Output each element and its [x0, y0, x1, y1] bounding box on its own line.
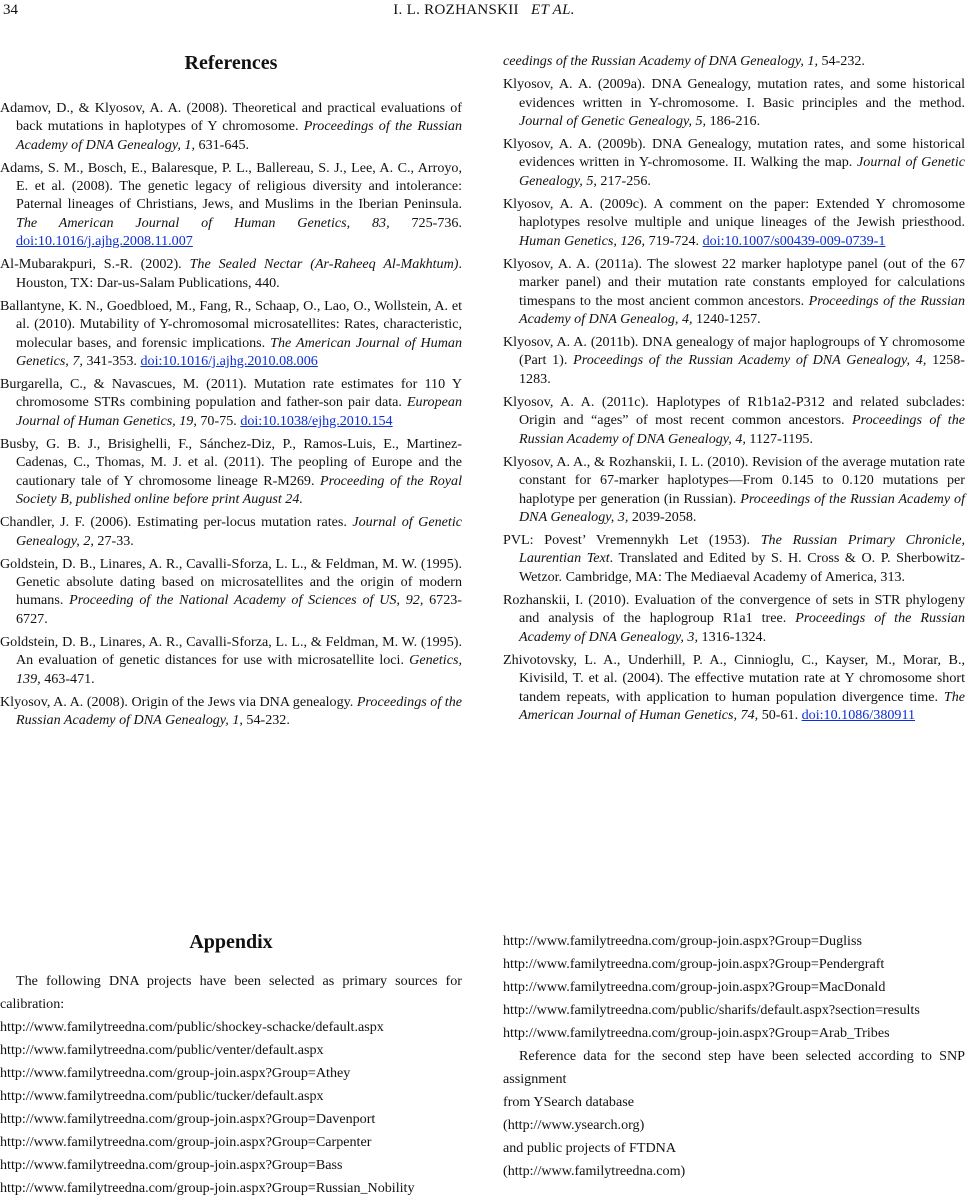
references-left-column [0, 52, 462, 735]
project-url[interactable]: http://www.familytreedna.com/group-join.aspx?Group=MacDonald [503, 979, 886, 995]
project-url[interactable]: http://www.familytreedna.com/group-join.aspx?Group=Arab_Tribes [503, 1025, 890, 1041]
reference-continuation-tail: 54-232. [817, 53, 865, 69]
appendix-intro: The following DNA projects have been selected as primary sources for calibration: [0, 973, 462, 1012]
project-url[interactable]: http://www.familytreedna.com/group-join.aspx?Group=Bass [0, 1157, 343, 1173]
reference-text: Ballantyne, K. N., Goedbloed, M., Fang, R., Schaap, O., Lao, O., Wollstein, A. et al. (2010). Mutability of Y-chromosomal microsatellites: Rates, characteristic, molecular bases, and forensic implications. [0, 297, 462, 351]
reference-pages: 631-645. [195, 136, 250, 153]
reference-entry [503, 135, 965, 190]
reference-pages: 6723- 6727. [16, 592, 463, 627]
reference-text: Klyosov, A. A. (2009a). DNA Genealogy, mutation rates, and some historical evidences written in Y-chromosome. I. Basic principles and the method. [503, 76, 965, 111]
reference-text: Klyosov, A. A. (2011a). The slowest 22 marker haplotype panel (out of the 67 marker panel) and their mutation rate constants employed for calculations timespans to the most ancient common ancestors. [503, 255, 965, 309]
reference-pages: 54-232. [242, 712, 290, 729]
appendix-heading: Appendix [189, 931, 273, 953]
reference-entry [503, 255, 965, 328]
project-url[interactable]: http://www.familytreedna.com/group-join.aspx?Group=Davenport [0, 1111, 376, 1127]
reference-source: Journal of Genetic Genealogy, 5, [519, 112, 707, 129]
reference-pages: 2039-2058. [628, 508, 697, 525]
reference-text: Rozhanskii, I. (2010). Evaluation of the convergence of sets in STR phylogeny and analysis of the haplogroup R1a1 tree. [503, 592, 965, 627]
doi-link[interactable]: doi:10.1086/380911 [801, 706, 916, 723]
reference-source: Proceedings of the Russian Academy of DNA Genealogy, 4, [519, 412, 966, 447]
reference-entry [0, 375, 462, 430]
reference-pages: . Houston, TX: Dar-us-Salam Publications, 440. [16, 256, 462, 291]
project-url[interactable]: http://www.familytreedna.com/group-join.aspx?Group=Dugliss [503, 933, 862, 949]
running-head-authors: I. L. ROZHANSKII [393, 2, 519, 18]
reference-entry [503, 333, 965, 388]
doi-link[interactable]: doi:10.1016/j.ajhg.2010.08.006 [140, 352, 318, 369]
reference-pages: 1240-1257. [692, 310, 761, 327]
reference-entry [503, 195, 965, 250]
reference-source: Proceedings of the Russian Academy of DNA Genealogy, 4, [573, 352, 927, 369]
project-url[interactable]: http://www.familytreedna.com/public/venter/default.aspx [0, 1042, 324, 1058]
appendix-closing-3: (http://www.ysearch.org) [503, 1117, 645, 1133]
appendix-closing-1: Reference data for the second step have been selected according to SNP assignment [503, 1048, 965, 1087]
reference-entry [0, 513, 462, 550]
project-url[interactable]: http://www.familytreedna.com/group-join.aspx?Group=Pendergraft [503, 956, 885, 972]
reference-entry [503, 531, 965, 586]
reference-text: Adamov, D., & Klyosov, A. A. (2008). Theoretical and practical evaluations of back mutations in haplotypes of Y chromosome. [0, 100, 462, 135]
reference-entry [0, 693, 462, 730]
reference-source: Proceedings of the Russian Academy of DNA Genealogy, 3, [519, 610, 966, 645]
reference-source: Genetics, 139, [16, 652, 462, 687]
reference-pages: 186-216. [706, 112, 761, 129]
reference-text: Al-Mubarakpuri, S.-R. (2002). [0, 256, 190, 273]
reference-pages: 725-736. [389, 214, 462, 231]
project-url[interactable]: http://www.familytreedna.com/public/sharifs/default.aspx?section=results [503, 1002, 920, 1018]
reference-source: Journal of Genetic Genealogy, 5, [519, 154, 965, 189]
reference-text: Klyosov, A. A. (2011b). DNA genealogy of major haplogroups of Y chromosome (Part 1). [503, 334, 965, 369]
appendix-url-list-left [0, 1016, 462, 1200]
reference-source: The Sealed Nectar (Ar-Raheeq Al-Makhtum) [189, 256, 459, 273]
project-url[interactable]: http://www.familytreedna.com/public/tucker/default.aspx [0, 1088, 324, 1104]
reference-text: Adams, S. M., Bosch, E., Balaresque, P. L., Ballereau, S. J., Lee, A. C., Arroyo, E. et al. (2008). The genetic legacy of religious diversity and intolerance: Paternal lineages of Christians, Jews, and Muslims in the Iberian Peninsula. [0, 159, 462, 213]
appendix-left-column [0, 931, 462, 1200]
reference-text: PVL: Povest’ Vremennykh Let (1953). [503, 532, 761, 549]
reference-entry [0, 159, 462, 250]
reference-pages: . Translated and Edited by S. H. Cross & O. P. Sherbowitz-Wetzor. Cambridge, MA: The Mediaeval Academy of America, 313. [519, 550, 965, 585]
reference-entry [0, 99, 462, 154]
project-url[interactable]: http://www.familytreedna.com/group-join.aspx?Group=Athey [0, 1065, 351, 1081]
reference-entry [0, 255, 462, 292]
reference-text: Klyosov, A. A., & Rozhanskii, I. L. (2010). Revision of the average mutation rate constant for 67-marker haplotypes—From 0.145 to 0.120 mutations per haplotype per generation (in Russian). [503, 453, 965, 507]
reference-source: Proceedings of the Russian Academy of DNA Genealog, 4, [519, 292, 965, 327]
page-number: 34 [3, 2, 18, 18]
reference-pages: 50-61. [758, 706, 802, 723]
reference-source: European Journal of Human Genetics, 19, [16, 394, 462, 429]
reference-text: Klyosov, A. A. (2009c). A comment on the paper: Extended Y chromosome haplotypes resolve multiple and unique lineages of the Jewish priesthood. [503, 196, 965, 231]
reference-continuation [503, 52, 965, 70]
reference-pages: 719-724. [645, 232, 703, 249]
reference-text: Klyosov, A. A. (2011c). Haplotypes of R1b1a2-P312 and related subclades: Origin and “ages” of most recent common ancestors. [503, 394, 965, 429]
reference-text: Goldstein, D. B., Linares, A. R., Cavalli-Sforza, L. L., & Feldman, M. W. (1995). Genetic absolute dating based on microsatellites and the origin of modern humans. [0, 555, 462, 609]
reference-source: Proceeding of the Royal Society B, published online before print August 24. [16, 472, 462, 507]
doi-link[interactable]: doi:10.1007/s00439-009-0739-1 [702, 232, 886, 249]
reference-source: Proceeding of the National Academy of Sciences of US, 92, [69, 592, 424, 609]
appendix-closing-5: (http://www.familytreedna.com) [503, 1163, 686, 1179]
reference-entry [503, 393, 965, 448]
reference-text: Goldstein, D. B., Linares, A. R., Cavalli-Sforza, L. L., & Feldman, M. W. (1995). An evaluation of genetic distances for use with microsatellite loci. [0, 634, 462, 669]
reference-source: The Russian Primary Chronicle, Laurentian Text [519, 532, 965, 567]
reference-pages: 1258-1283. [519, 352, 965, 387]
reference-entry [503, 651, 965, 724]
reference-pages: 217-256. [596, 172, 651, 189]
reference-pages: 1316-1324. [698, 628, 767, 645]
reference-entry [0, 435, 462, 508]
reference-source: Journal of Genetic Genealogy, 2, [16, 514, 462, 549]
doi-link[interactable]: doi:10.1038/ejhg.2010.154 [240, 412, 393, 429]
reference-text: Chandler, J. F. (2006). Estimating per-locus mutation rates. [0, 514, 353, 531]
reference-entry [503, 453, 965, 526]
reference-pages: 70-75. [196, 412, 241, 429]
appendix-closing-4: and public projects of FTDNA [503, 1140, 677, 1156]
running-head-etal: ET AL. [531, 2, 575, 18]
project-url[interactable]: http://www.familytreedna.com/public/shockey-schacke/default.aspx [0, 1019, 384, 1035]
reference-source: Proceedings of the Russian Academy of DNA Genealogy, 3, [519, 490, 965, 525]
appendix-closing-2: from YSearch database [503, 1094, 634, 1110]
project-url[interactable]: http://www.familytreedna.com/group-join.aspx?Group=Carpenter [0, 1134, 372, 1150]
reference-source: Human Genetics, 126, [519, 232, 646, 249]
reference-pages: 463-471. [40, 670, 95, 687]
reference-source: The American Journal of Human Genetics, 83, [16, 214, 390, 231]
references-heading: References [184, 52, 278, 74]
reference-text: Klyosov, A. A. (2008). Origin of the Jews via DNA genealogy. [0, 693, 357, 710]
reference-source: The American Journal of Human Genetics, 74, [519, 688, 965, 723]
reference-source: Proceedings of the Russian Academy of DNA Genealogy, 1, [16, 693, 462, 729]
reference-entry [0, 555, 462, 628]
page-header [0, 0, 968, 24]
reference-text: Klyosov, A. A. (2009b). DNA Genealogy, mutation rates, and some historical evidences written in Y-chromosome. II. Walking the map. [503, 136, 965, 171]
reference-entry [503, 591, 965, 646]
reference-entry [503, 75, 965, 130]
appendix-right-column [503, 930, 965, 1183]
reference-pages: 341-353. [82, 352, 141, 369]
appendix-url-list-right [503, 930, 965, 1045]
references-list-right [503, 75, 965, 724]
project-url[interactable]: http://www.familytreedna.com/group-join.aspx?Group=Russian_Nobility [0, 1180, 415, 1196]
doi-link[interactable]: doi:10.1016/j.ajhg.2008.11.007 [16, 233, 193, 250]
reference-entry [0, 297, 462, 370]
references-list-left [0, 99, 462, 730]
reference-text: Burgarella, C., & Navascues, M. (2011). Mutation rate estimates for 110 Y chromosome STRs combining population and father-son pair data. [0, 376, 462, 411]
references-right-column [503, 52, 965, 729]
reference-source: The American Journal of Human Genetics, 7, [16, 334, 462, 369]
reference-pages: 27-33. [93, 532, 134, 549]
reference-text: Busby, G. B. J., Brisighelli, F., Sánchez-Diz, P., Ramos-Luis, E., Martinez-Cadenas, C., Thomas, M. J. et al. (2011). The peopling of Europe and the cautionary tale of Y chromosome lineage R-M269. [0, 436, 462, 489]
reference-pages: 1127-1195. [745, 430, 813, 447]
reference-continuation-italic: ceedings of the Russian Academy of DNA Genealogy, 1, [503, 53, 818, 69]
reference-entry [0, 633, 462, 688]
reference-text: Zhivotovsky, L. A., Underhill, P. A., Cinnioglu, C., Kayser, M., Morar, B., Kivisild, T. et al. (2004). The effective mutation rate at Y chromosome short tandem repeats, with application to human population divergence time. [503, 651, 965, 705]
running-head [0, 2, 968, 19]
reference-source: Proceedings of the Russian Academy of DNA Genealogy, 1, [16, 118, 462, 153]
